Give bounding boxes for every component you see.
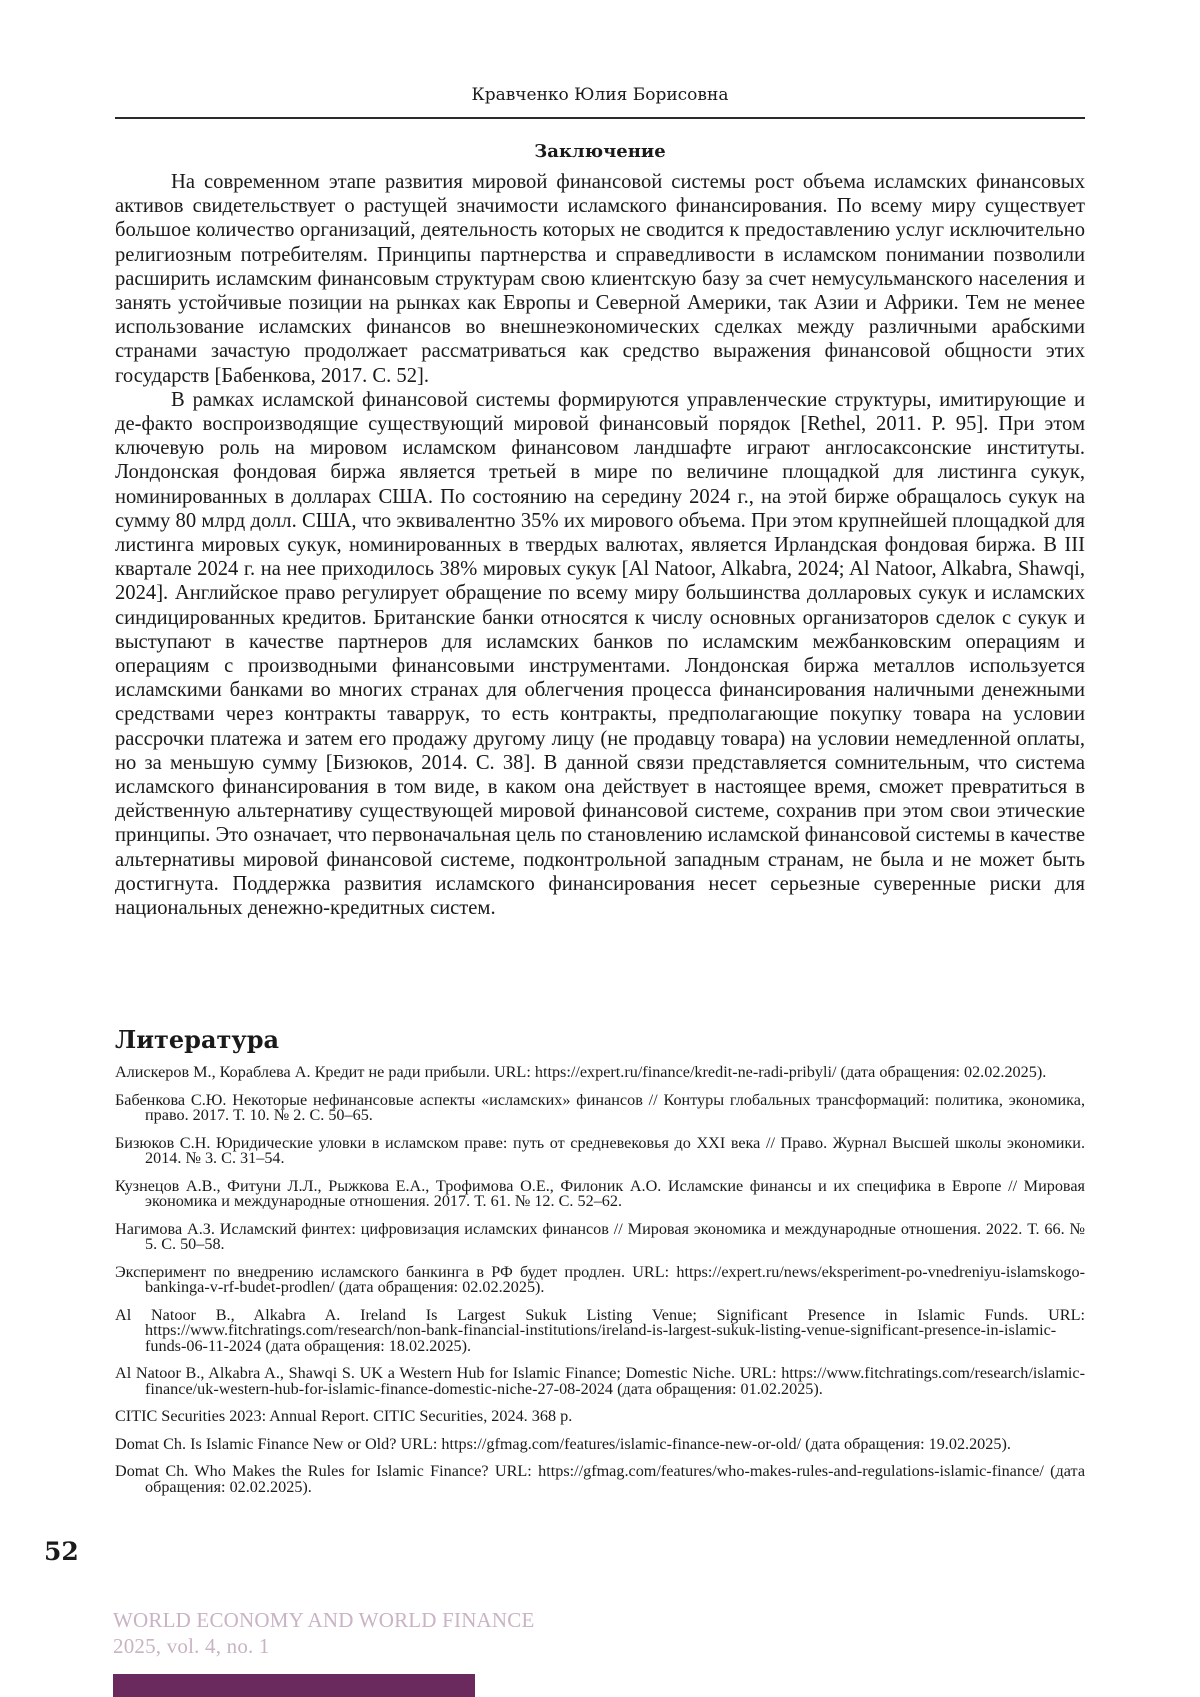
reference-item: Эксперимент по внедрению исламского банкинга в РФ будет продлен. URL: https://expert.ru/news/eksperiment-po-vnedreniyu-islamskogo-bankinga-v-rf-budet-prodlen/ (дата обращения: 02.02.2025). bbox=[115, 1262, 1085, 1296]
running-header-author: Кравченко Юлия Борисовна bbox=[471, 85, 729, 105]
references-title: Литература bbox=[115, 1025, 280, 1054]
journal-issue: 2025, vol. 4, no. 1 bbox=[113, 1634, 270, 1658]
references-section bbox=[115, 1025, 1085, 1507]
reference-item: Domat Ch. Who Makes the Rules for Islamic Finance? URL: https://gfmag.com/features/who-makes-rules-and-regulations-islamic-finance/ (дата обращения: 02.02.2025). bbox=[115, 1462, 1085, 1496]
journal-title: WORLD ECONOMY AND WORLD FINANCE bbox=[113, 1608, 535, 1632]
reference-item: Алискеров М., Кораблева А. Кредит не ради прибыли. URL: https://expert.ru/finance/kredit-ne-radi-pribyli/ (дата обращения: 02.02.2025). bbox=[115, 1063, 1047, 1081]
conclusion-paragraph-1: На современном этапе развития мировой финансовой системы рост объема исламских финансовых активов свидетельствует о растущей значимости исламского финансирования. По всему миру существует большое количество организаций, деятельность которых не сводится к предоставлению услуг исключительно религиозным потребителям. Принципы партнерства и справедливости в исламском понимании позволили расширить исламским финансовым структурам свою клиентскую базу за счет немусульманского населения и занять устойчивые позиции на рынках как Европы и Северной Америки, так Азии и Африки. Тем не менее использование исламских финансов во внешнеэкономических сделках между различными арабскими странами зачастую продолжает рассматриваться как средство выражения финансовой общности этих государств [Бабенкова, 2017. С. 52]. bbox=[115, 171, 1085, 387]
conclusion-title: Заключение bbox=[534, 141, 666, 162]
footer-color-bar bbox=[113, 1674, 475, 1697]
reference-item: Al Natoor B., Alkabra A., Shawqi S. UK a Western Hub for Islamic Finance; Domestic Niche. URL: https://www.fitchratings.com/research/islamic-finance/uk-western-hub-for-islamic-finance-domestic-niche-27-08-2024 (дата обращения: 01.02.2025). bbox=[115, 1364, 1085, 1398]
page-number: 52 bbox=[44, 1537, 79, 1566]
reference-item: Domat Ch. Is Islamic Finance New or Old? URL: https://gfmag.com/features/islamic-finance-new-or-old/ (дата обращения: 19.02.2025). bbox=[115, 1434, 1011, 1453]
reference-item: Нагимова А.З. Исламский финтех: цифровизация исламских финансов // Мировая экономика и международные отношения. 2022. Т. 66. № 5. С. 50–58. bbox=[115, 1219, 1085, 1253]
conclusion-section bbox=[115, 140, 1085, 920]
reference-item: Бизюков С.Н. Юридические уловки в исламском праве: путь от средневековья до XXI века // Право. Журнал Высшей школы экономики. 2014. № 3. С. 31–54. bbox=[115, 1133, 1085, 1167]
header-rule bbox=[115, 117, 1085, 119]
reference-item: CITIC Securities 2023: Annual Report. CITIC Securities, 2024. 368 p. bbox=[115, 1407, 573, 1425]
conclusion-paragraph-2: В рамках исламской финансовой системы формируются управленческие структуры, имитирующие и де-факто воспроизводящие существующий мировой финансовый порядок [Rethel, 2011. P. 95]. При этом ключевую роль на мировом исламском финансовом ландшафте играют англосаксонские институты. Лондонская фондовая биржа является третьей в мире по величине площадкой для листинга сукук, номинированных в долларах США. По состоянию на середину 2024 г., на этой бирже обращалось сукук на сумму 80 млрд долл. США, что эквивалентно 35% их мирового объема. При этом крупнейшей площадкой для листинга мировых сукук, номинированных в твердых валютах, является Ирландская фондовая биржа. В III квартале 2024 г. на нее приходилось 38% мировых сукук [Al Natoor, Alkabra, 2024; Al Natoor, Alkabra, Shawqi, 2024]. Английское право регулирует обращение по всему миру большинства долларовых сукук и исламских синдицированных кредитов. Британские банки относятся к числу основных организаторов сделок с сукук и выступают в качестве партнеров для исламских банков по исламским межбанковским операциям и операциям с производными финансовыми инструментами. Лондонская биржа металлов используется исламскими банками во многих странах для облегчения процесса финансирования наличными денежными средствами через контракты таваррук, то есть контракты, предполагающие покупку товара на условии рассрочки платежа и затем его продажу другому лицу (не продавцу товара) на условии немедленной оплаты, но за меньшую сумму [Бизюков, 2014. С. 38]. В данной связи представляется сомнительным, что система исламского финансирования в том виде, в каком она действует в настоящее время, сможет превратиться в действенную альтернативу существующей мировой финансовой системе, сохранив при этом свои этические принципы. Это означает, что первоначальная цель по становлению исламской финансовой системы в качестве альтернативы мировой финансовой системе, подконтрольной западным странам, не была и не может быть достигнута. Поддержка развития исламского финансирования несет серьезные суверенные риски для национальных денежно-кредитных систем. bbox=[115, 388, 1085, 920]
reference-item: Al Natoor B., Alkabra A. Ireland Is Largest Sukuk Listing Venue; Significant Presence in Islamic Funds. URL: https://www.fitchratings.com/research/non-bank-financial-institutions/ireland-is-largest-sukuk-listing-venue-significant-presence-in-islamic-funds-06-11-2024 (дата обращения: 18.02.2025). bbox=[115, 1305, 1085, 1355]
reference-item: Бабенкова С.Ю. Некоторые нефинансовые аспекты «исламских» финансов // Контуры глобальных трансформаций: политика, экономика, право. 2017. Т. 10. № 2. С. 50–65. bbox=[115, 1090, 1085, 1124]
reference-item: Кузнецов А.В., Фитуни Л.Л., Рыжкова Е.А., Трофимова О.Е., Филоник А.О. Исламские финансы и их специфика в Европе // Мировая экономика и международные отношения. 2017. Т. 61. № 12. С. 52–62. bbox=[115, 1176, 1085, 1210]
